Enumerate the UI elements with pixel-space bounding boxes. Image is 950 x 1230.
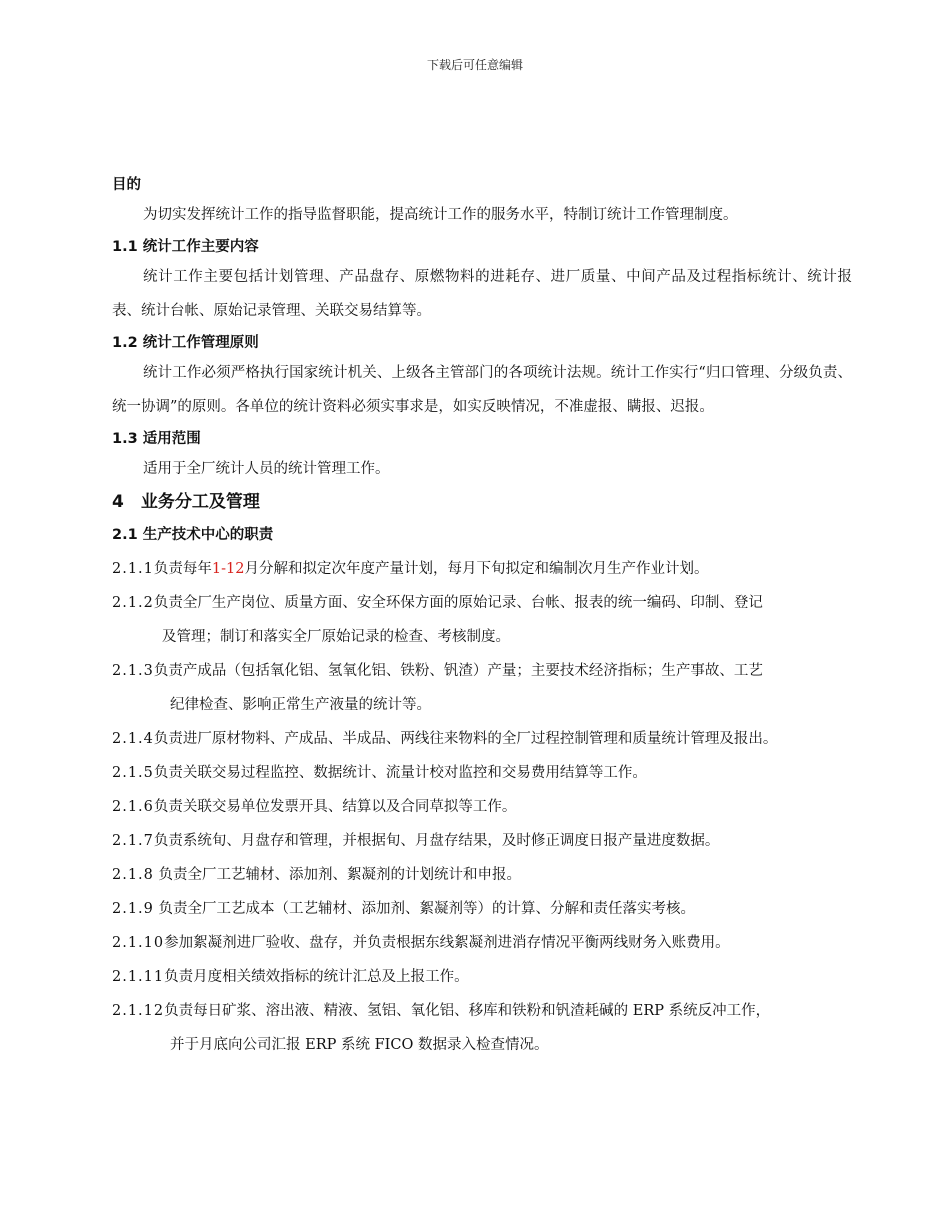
item-text-continued: 并于月底向公司汇报 ERP 系统 FICO 数据录入检查情况。 xyxy=(170,1037,549,1053)
item-number: 2.1.10 xyxy=(112,935,165,951)
heading-4: 4 业务分工及管理 xyxy=(112,492,260,512)
paragraph-1-3: 适用于全厂统计人员的统计管理工作。 xyxy=(143,461,390,477)
item-text: 负责系统旬、月盘存和管理，并根据旬、月盘存结果，及时修正调度日报产量进度数据。 xyxy=(153,833,720,849)
item-text: 负责全厂工艺辅材、添加剂、絮凝剂的计划统计和申报。 xyxy=(153,867,522,883)
item-number: 2.1.5 xyxy=(112,765,154,781)
item-number: 2.1.9 xyxy=(112,901,154,917)
item-number: 2.1.4 xyxy=(112,731,154,747)
item-number: 2.1.8 xyxy=(112,867,154,883)
item-text-continued: 及管理；制订和落实全厂原始记录的检查、考核制度。 xyxy=(162,629,510,645)
list-item xyxy=(112,654,852,722)
item-text: 负责月度相关绩效指标的统计汇总及上报工作。 xyxy=(164,969,469,985)
item-number: 2.1.7 xyxy=(112,833,154,849)
item-number: 2.1.2 xyxy=(112,595,154,611)
list-item xyxy=(112,790,852,824)
item-number: 2.1.3 xyxy=(112,663,154,679)
heading-2-1: 2.1 生产技术中心的职责 xyxy=(112,527,274,543)
item-text: 负责产成品（包括氧化铝、氢氧化铝、铁粉、钒渣）产量；主要技术经济指标；生产事故、工艺 xyxy=(153,663,763,679)
responsibility-list xyxy=(112,552,852,1062)
list-item xyxy=(112,552,852,586)
heading-1-2: 1.2 统计工作管理原则 xyxy=(112,335,259,351)
item-text: 负责全厂生产岗位、质量方面、安全环保方面的原始记录、台帐、报表的统一编码、印制、登记 xyxy=(153,595,763,611)
list-item xyxy=(112,586,852,654)
heading-purpose: 目的 xyxy=(112,177,141,193)
page-header: 下载后可任意编辑 xyxy=(426,58,523,72)
list-item xyxy=(112,858,852,892)
paragraph-1-1: 统计工作主要包括计划管理、产品盘存、原燃物料的进耗存、进厂质量、中间产品及过程指标统计、统计报表、统计台帐、原始记录管理、关联交易结算等。 xyxy=(112,269,852,319)
list-item xyxy=(112,994,852,1062)
document-body xyxy=(112,174,852,1062)
heading-1-1: 1.1 统计工作主要内容 xyxy=(112,239,259,255)
list-item xyxy=(112,892,852,926)
item-highlight: 1-12 xyxy=(211,561,245,577)
paragraph-purpose: 为切实发挥统计工作的指导监督职能，提高统计工作的服务水平，特制订统计工作管理制度。 xyxy=(143,207,738,223)
list-item xyxy=(112,722,852,756)
item-text: 负责全厂工艺成本（工艺辅材、添加剂、絮凝剂等）的计算、分解和责任落实考核。 xyxy=(153,901,696,917)
item-number: 2.1.6 xyxy=(112,799,154,815)
list-item xyxy=(112,756,852,790)
item-text: 负责进厂原材物料、产成品、半成品、两线往来物料的全厂过程控制管理和质量统计管理及报出。 xyxy=(153,731,778,747)
item-text: 参加絮凝剂进厂验收、盘存，并负责根据东线絮凝剂进消存情况平衡两线财务入账费用。 xyxy=(164,935,730,951)
list-item xyxy=(112,960,852,994)
paragraph-1-2: 统计工作必须严格执行国家统计机关、上级各主管部门的各项统计法规。统计工作实行“归口管理、分级负责、统一协调”的原则。各单位的统计资料必须实事求是，如实反映情况，不准虚报、瞒报、迟报。 xyxy=(112,365,852,415)
item-text: 负责每年 xyxy=(153,561,212,577)
item-text: 负责关联交易单位发票开具、结算以及合同草拟等工作。 xyxy=(153,799,517,815)
item-number: 2.1.1 xyxy=(112,561,154,577)
item-number: 2.1.11 xyxy=(112,969,165,985)
list-item xyxy=(112,824,852,858)
item-text: 负责每日矿浆、溶出液、精液、氢铝、氧化铝、移库和铁粉和钒渣耗碱的 ERP 系统反冲工作， xyxy=(164,1003,771,1019)
item-text: 月分解和拟定次年度产量计划，每月下旬拟定和编制次月生产作业计划。 xyxy=(244,561,709,577)
heading-1-3: 1.3 适用范围 xyxy=(112,431,201,447)
item-number: 2.1.12 xyxy=(112,1003,165,1019)
item-text: 负责关联交易过程监控、数据统计、流量计校对监控和交易费用结算等工作。 xyxy=(153,765,647,781)
list-item xyxy=(112,926,852,960)
item-text-continued: 纪律检查、影响正常生产液量的统计等。 xyxy=(170,697,431,713)
